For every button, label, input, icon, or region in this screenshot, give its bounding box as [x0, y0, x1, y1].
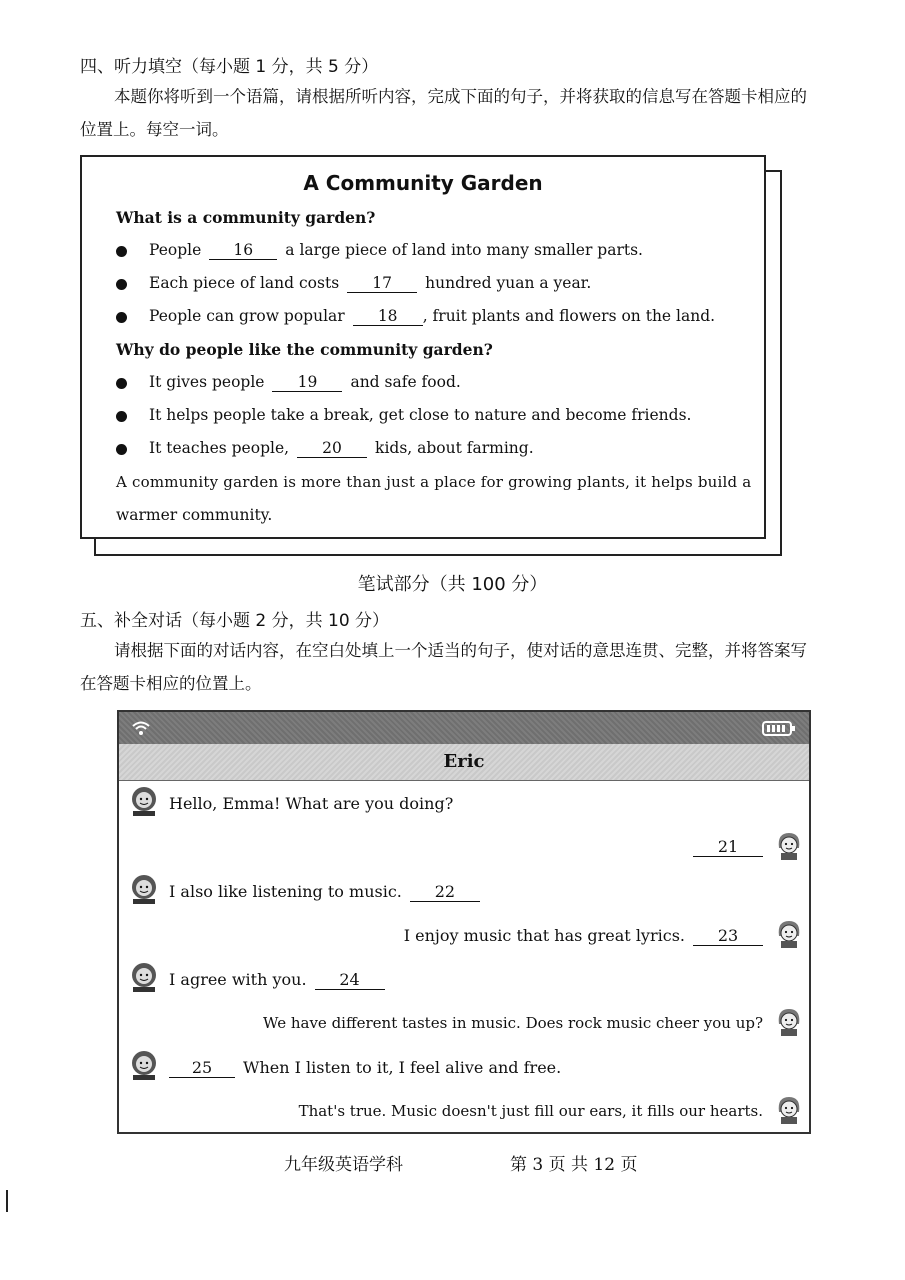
emma-avatar-icon [774, 1094, 804, 1124]
chat-window [117, 710, 811, 1134]
contact-name: Eric [443, 751, 485, 772]
bullet-dot [116, 279, 127, 290]
status-bar [119, 712, 809, 744]
bullet-19 [116, 373, 461, 392]
written-part-title: 笔试部分（共 100 分） [357, 574, 548, 595]
chat-message-3 [169, 882, 488, 902]
bullet-text: People can grow popular [149, 307, 345, 325]
footer-page-number: 第 3 页 共 12 页 [510, 1155, 638, 1175]
section-5-instruction-1: 请根据下面的对话内容，在空白处填上一个适当的句子，使对话的意思连贯、完整，并将答案写 [114, 641, 807, 660]
scan-mark [6, 1190, 8, 1212]
chat-message-1: Hello, Emma! What are you doing? [169, 794, 454, 813]
bullet-text: , fruit plants and flowers on the land. [422, 307, 716, 325]
message-text: I enjoy music that has great lyrics. [403, 926, 685, 945]
section-4-heading: 四、听力填空（每小题 1 分，共 5 分） [80, 57, 379, 77]
blank-16: 16 [209, 241, 277, 260]
chat-message-8: That's true. Music doesn't just fill our ears, it fills our hearts. [298, 1102, 763, 1120]
blank-18: 18 [353, 307, 423, 326]
section-5-instruction-2: 在答题卡相应的位置上。 [80, 674, 262, 693]
bullet-text: It gives people [149, 373, 265, 391]
eric-avatar-icon [129, 962, 159, 992]
bullet-text: People [149, 241, 202, 259]
emma-avatar-icon [774, 918, 804, 948]
chat-message-4 [404, 926, 763, 946]
bullet-18 [116, 307, 715, 326]
bullet-text: kids, about farming. [375, 439, 534, 457]
eric-avatar-icon [129, 1050, 159, 1080]
bullet-20 [116, 439, 534, 458]
bullet-dot [116, 246, 127, 257]
section-4-instruction-2: 位置上。每空一词。 [80, 120, 229, 139]
chat-message-6: We have different tastes in music. Does rock music cheer you up? [263, 1014, 763, 1032]
eric-avatar-icon [129, 786, 159, 816]
bullet-text: a large piece of land into many smaller parts. [285, 241, 643, 259]
section-5-heading: 五、补全对话（每小题 2 分，共 10 分） [80, 611, 390, 631]
footer-subject: 九年级英语学科 [284, 1155, 403, 1175]
contact-name-bar [119, 744, 809, 781]
bullet-dot [116, 312, 127, 323]
emma-avatar-icon [774, 1006, 804, 1036]
blank-17: 17 [347, 274, 417, 293]
bullet-text: hundred yuan a year. [425, 274, 592, 292]
blank-23: 23 [693, 927, 763, 946]
bullet-text: and safe food. [350, 373, 461, 391]
bullet-dot [116, 378, 127, 389]
eric-avatar-icon [129, 874, 159, 904]
message-text: I agree with you. [169, 970, 307, 989]
garden-box [80, 155, 766, 539]
wifi-icon [131, 720, 151, 736]
blank-20: 20 [297, 439, 367, 458]
chat-message-5 [169, 970, 393, 990]
garden-question-1: What is a community garden? [116, 208, 376, 227]
blank-22: 22 [410, 883, 480, 902]
blank-25: 25 [169, 1059, 235, 1078]
garden-question-2: Why do people like the community garden? [116, 340, 493, 359]
emma-avatar-icon [774, 830, 804, 860]
chat-message-7 [169, 1058, 561, 1078]
garden-title: A Community Garden [303, 171, 543, 195]
message-text: When I listen to it, I feel alive and free. [243, 1058, 562, 1077]
bullet-helps [116, 406, 691, 424]
battery-icon [762, 721, 796, 736]
bullet-text: It teaches people, [149, 439, 290, 457]
garden-closing-2: warmer community. [116, 506, 273, 524]
chat-message-2 [693, 837, 763, 857]
blank-21: 21 [693, 838, 763, 857]
bullet-text: It helps people take a break, get close to nature and become friends. [149, 406, 692, 424]
blank-19: 19 [272, 373, 342, 392]
bullet-dot [116, 411, 127, 422]
section-4-instruction-1: 本题你将听到一个语篇，请根据所听内容，完成下面的句子，并将获取的信息写在答题卡相应的 [114, 87, 807, 106]
bullet-17 [116, 274, 591, 293]
garden-closing-1: A community garden is more than just a place for growing plants, it helps build a [116, 473, 752, 491]
blank-24: 24 [315, 971, 385, 990]
message-text: I also like listening to music. [169, 882, 402, 901]
bullet-text: Each piece of land costs [149, 274, 340, 292]
bullet-16 [116, 241, 643, 260]
bullet-dot [116, 444, 127, 455]
